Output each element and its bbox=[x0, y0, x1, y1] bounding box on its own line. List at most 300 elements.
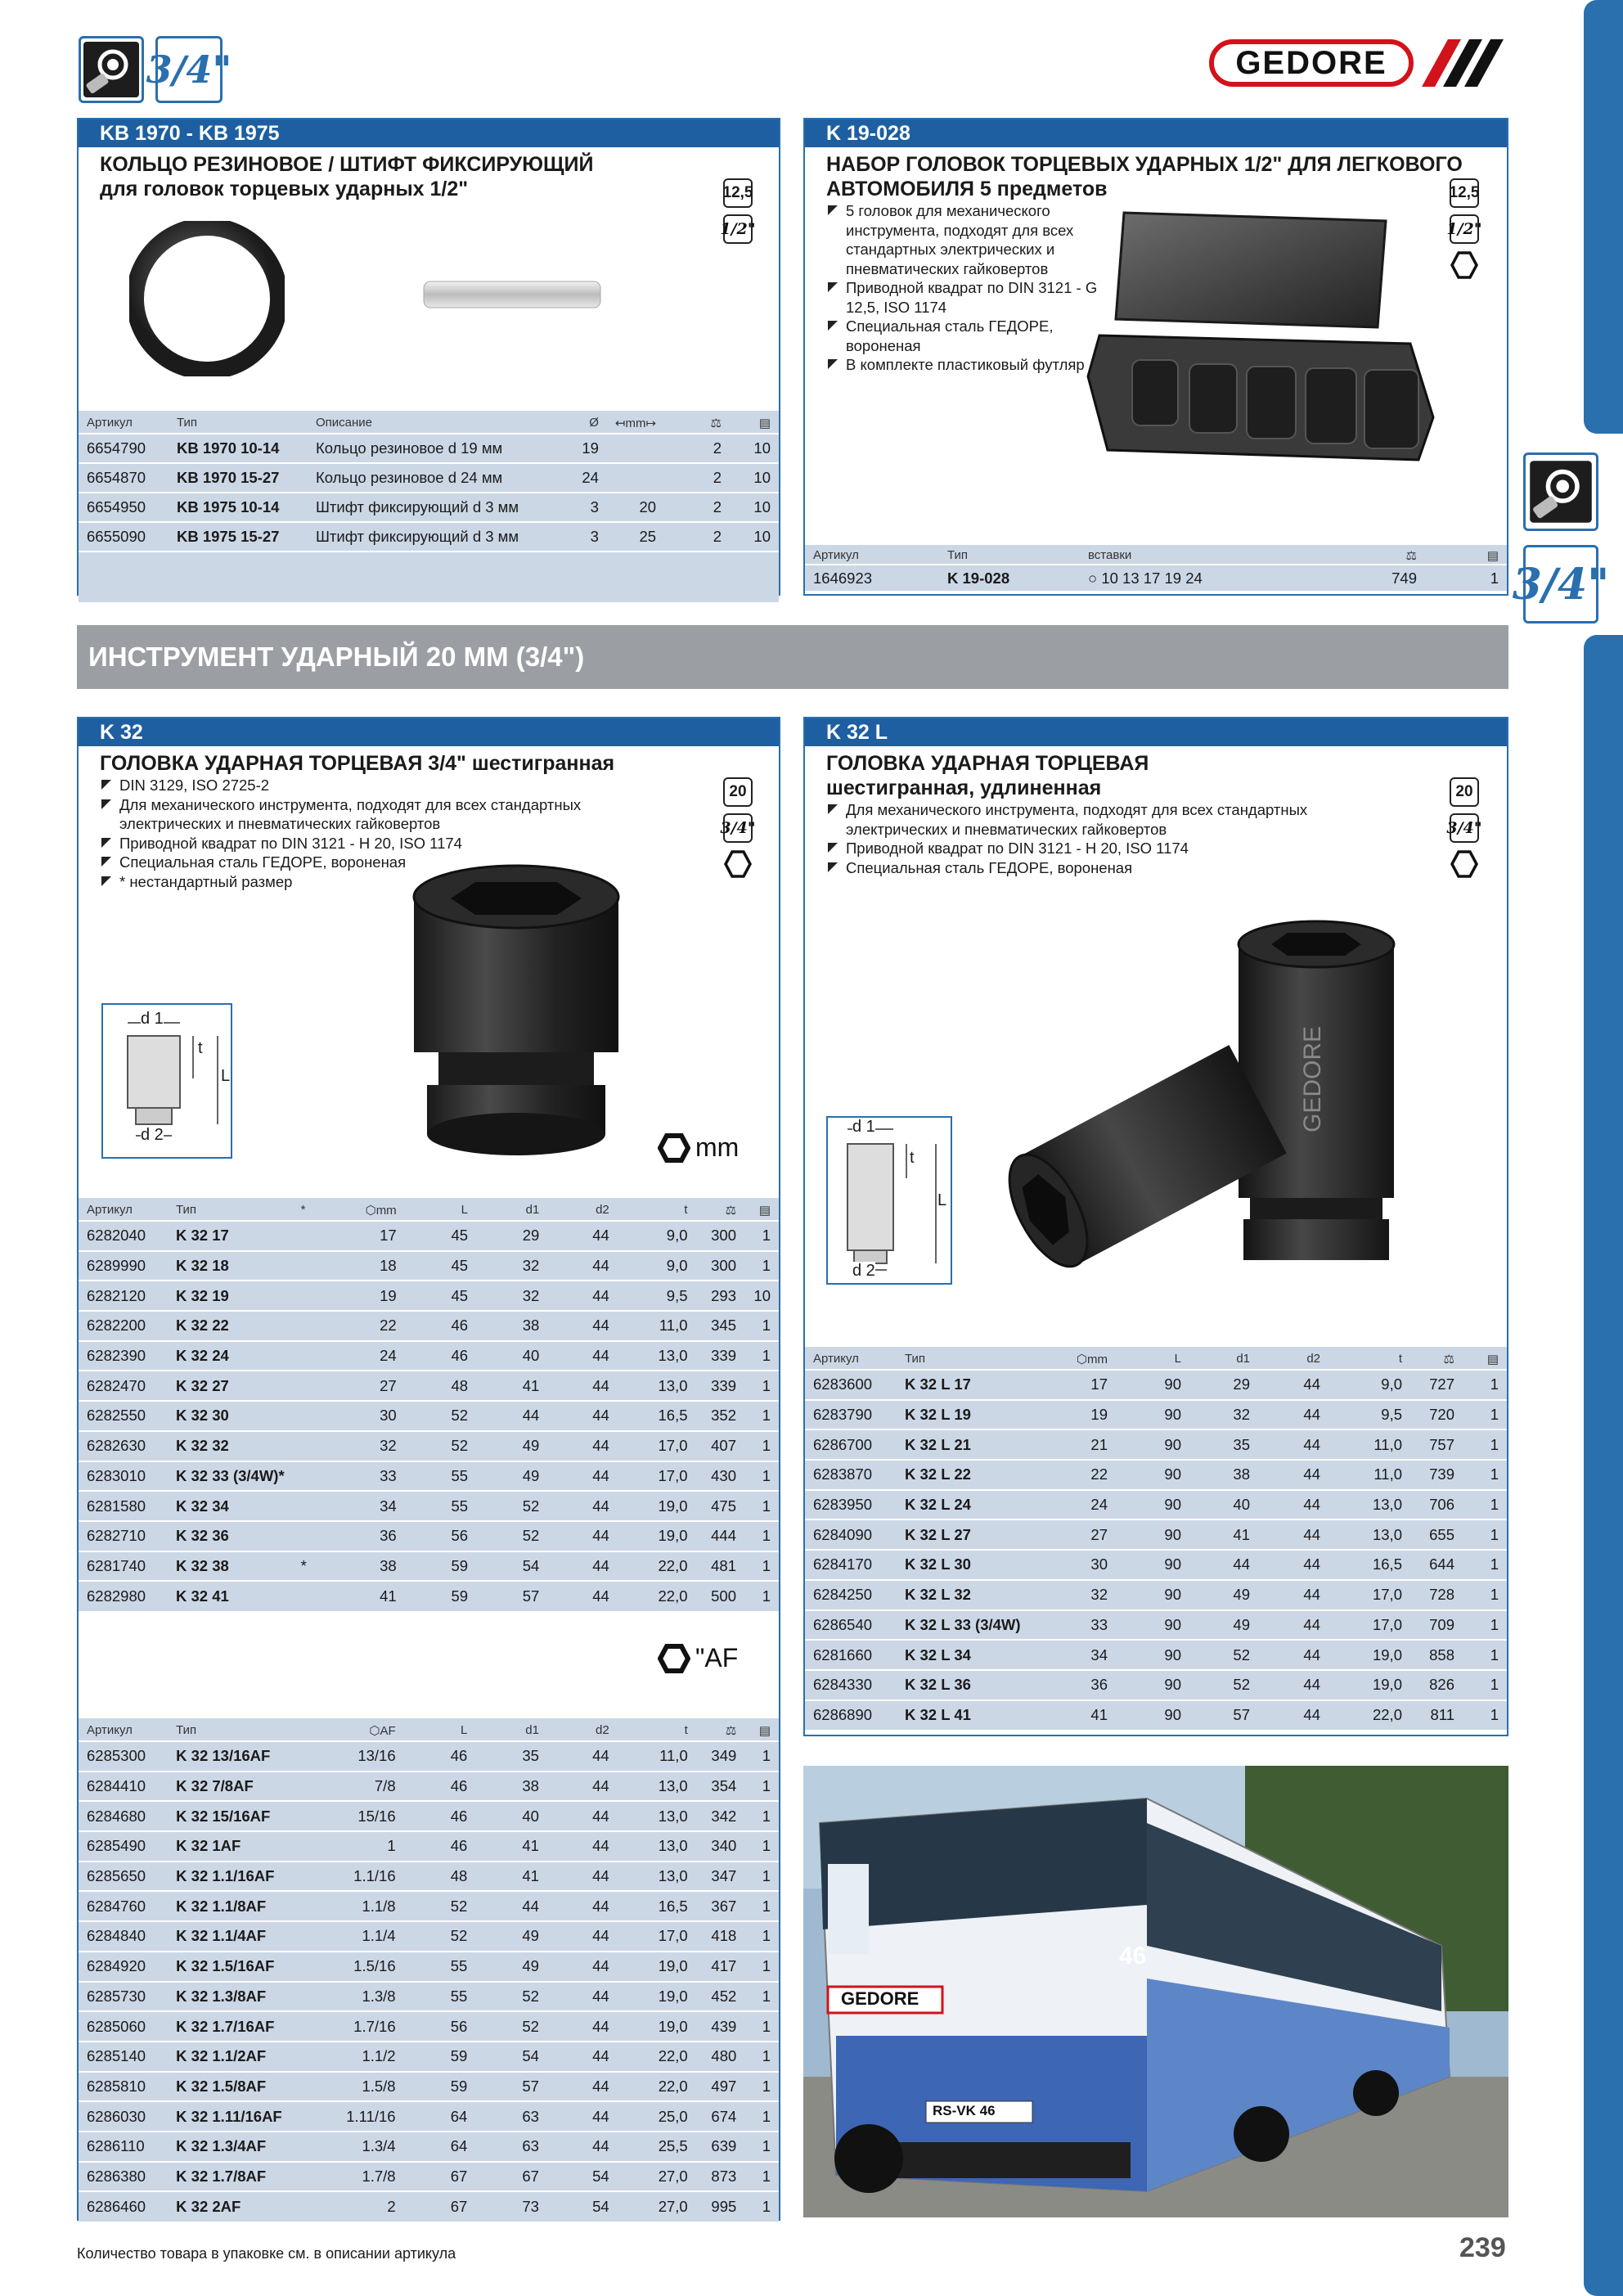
cell: 644 bbox=[1429, 1555, 1454, 1573]
cell: K 32 15/16AF bbox=[176, 1807, 271, 1825]
cell bbox=[321, 2011, 338, 2042]
cell: 49 bbox=[522, 1957, 539, 1975]
cell: K 32 L 24 bbox=[905, 1496, 971, 1514]
cell: 44 bbox=[1303, 1496, 1320, 1514]
cell: 13/16 bbox=[357, 1747, 396, 1765]
cell: K 32 34 bbox=[176, 1497, 229, 1515]
cell bbox=[321, 2042, 338, 2072]
cell: 44 bbox=[592, 1987, 609, 2005]
cell: 6282200 bbox=[87, 1317, 146, 1335]
cell: 44 bbox=[592, 1257, 609, 1275]
bullet: Для механического инструмента, подходят для всех стандартных электрических и пневматических гайковертов bbox=[101, 795, 602, 834]
cell: 25 bbox=[639, 528, 657, 545]
col-type: Тип bbox=[176, 1203, 197, 1217]
cell: 41 bbox=[522, 1867, 539, 1885]
dimension-diagram bbox=[101, 1003, 232, 1159]
cell: 444 bbox=[711, 1527, 737, 1545]
cell: K 32 1.7/8AF bbox=[176, 2167, 267, 2185]
cell: 38 bbox=[1233, 1465, 1250, 1483]
cell: 1 bbox=[1490, 1525, 1499, 1543]
col-l: L bbox=[1174, 1352, 1181, 1366]
cell: K 32 L 34 bbox=[905, 1645, 971, 1663]
cell: 55 bbox=[450, 1957, 468, 1975]
col-d1: d1 bbox=[1236, 1352, 1250, 1366]
cell: 52 bbox=[1233, 1645, 1250, 1663]
cell: 6284090 bbox=[813, 1525, 873, 1543]
cell: 19 bbox=[380, 1286, 397, 1304]
cell: 1 bbox=[762, 1497, 771, 1515]
cell: 1 bbox=[762, 1587, 771, 1605]
square-badge: 3/4" bbox=[723, 813, 753, 843]
cell: 46 bbox=[450, 1747, 468, 1765]
dim-t-label: t bbox=[910, 1149, 915, 1167]
table-row bbox=[805, 1610, 1507, 1641]
cell: 19,0 bbox=[1372, 1676, 1402, 1694]
cell: 90 bbox=[1164, 1375, 1181, 1393]
cell: 30 bbox=[1090, 1555, 1108, 1573]
cell bbox=[293, 1311, 325, 1341]
cell: 20 bbox=[639, 498, 657, 515]
cell: K 32 1.3/4AF bbox=[176, 2137, 267, 2155]
hexagon-icon bbox=[658, 1133, 690, 1163]
cell: 90 bbox=[1164, 1676, 1181, 1694]
cell: 6282390 bbox=[87, 1347, 146, 1365]
socket-brand-engraving: GEDORE bbox=[1299, 1025, 1326, 1132]
cell: K 32 1.1/16AF bbox=[176, 1867, 275, 1885]
gedore-logo: GEDORE bbox=[1209, 39, 1414, 87]
cell: K 32 L 41 bbox=[905, 1706, 971, 1724]
cell: 19,0 bbox=[658, 1497, 688, 1515]
cell: 6282470 bbox=[87, 1376, 146, 1394]
cell: 6289990 bbox=[87, 1257, 146, 1275]
sidebar-tab-top bbox=[1584, 0, 1623, 434]
cell: 418 bbox=[711, 1927, 737, 1945]
k32-title-bold: ГОЛОВКА УДАРНАЯ ТОРЦЕВАЯ 3/4" bbox=[100, 752, 466, 775]
cell: 29 bbox=[1233, 1375, 1250, 1393]
cell: 41 bbox=[1233, 1525, 1250, 1543]
cell: 44 bbox=[592, 1286, 609, 1304]
drive-size-icon: 3/4" bbox=[155, 36, 223, 103]
cell: 500 bbox=[711, 1587, 737, 1605]
cell: 340 bbox=[711, 1837, 737, 1855]
col-size-af-label: AF bbox=[380, 1723, 396, 1738]
cell: 44 bbox=[592, 1867, 609, 1885]
cell: 27 bbox=[1090, 1525, 1108, 1543]
cell: 46 bbox=[451, 1317, 469, 1335]
cell bbox=[321, 2101, 338, 2132]
cell: 46 bbox=[450, 1837, 468, 1855]
dimension-diagram bbox=[826, 1116, 952, 1285]
box-icon: ▤ bbox=[758, 416, 771, 430]
cell: 6285650 bbox=[87, 1867, 146, 1885]
cell bbox=[321, 1741, 338, 1772]
cell: 44 bbox=[1233, 1555, 1250, 1573]
cell: 13,0 bbox=[658, 1807, 688, 1825]
cell: 655 bbox=[1429, 1525, 1454, 1543]
cell bbox=[321, 1891, 338, 1921]
bullet: Приводной квадрат по DIN 3121 - H 20, ISO 1174 bbox=[101, 834, 602, 853]
cell: 811 bbox=[1430, 1706, 1454, 1724]
cell: 25,5 bbox=[658, 2137, 688, 2155]
impact-socket-image bbox=[406, 864, 627, 1159]
cell: 995 bbox=[711, 2198, 737, 2216]
cell: K 32 1.1/4AF bbox=[176, 1927, 267, 1945]
cell: 54 bbox=[592, 2167, 609, 2185]
cell: 45 bbox=[451, 1227, 469, 1245]
cell: KB 1975 10-14 bbox=[176, 498, 280, 515]
cell bbox=[293, 1341, 325, 1371]
k32l-title bbox=[805, 746, 1507, 800]
cell: K 32 1.1/2AF bbox=[176, 2047, 267, 2065]
cell: 10 bbox=[753, 1286, 771, 1304]
dim-d1-label: d 1 bbox=[141, 1010, 164, 1028]
box-icon: ▤ bbox=[758, 1723, 771, 1738]
k32-code-header: K 32 bbox=[79, 718, 779, 746]
cell: K 32 22 bbox=[176, 1317, 229, 1335]
col-d2: d2 bbox=[1306, 1352, 1320, 1366]
col-article: Артикул bbox=[813, 1352, 859, 1366]
cell: 439 bbox=[711, 2017, 737, 2035]
cell: 9,0 bbox=[1381, 1375, 1402, 1393]
kb-title-line1: КОЛЬЦО РЕЗИНОВОЕ / ШТИФТ ФИКСИРУЮЩИЙ bbox=[100, 153, 594, 176]
sidebar-tab-bottom bbox=[1584, 635, 1623, 2296]
cell: 19,0 bbox=[658, 2017, 688, 2035]
cell: 6286460 bbox=[87, 2198, 146, 2216]
table-row bbox=[79, 1551, 779, 1582]
cell: 1 bbox=[762, 1317, 771, 1335]
table-row bbox=[79, 1521, 779, 1551]
table-row bbox=[79, 463, 779, 493]
cell: 90 bbox=[1164, 1435, 1181, 1453]
col-t: t bbox=[684, 1723, 688, 1737]
cell: 6285300 bbox=[87, 1747, 146, 1765]
cell: 67 bbox=[450, 2198, 468, 2216]
cell: 44 bbox=[592, 1407, 609, 1425]
cell: 2 bbox=[713, 439, 722, 457]
bullet: Для механического инструмента, подходят для всех стандартных электрических и пневматических гайковертов bbox=[828, 800, 1329, 839]
mm-label bbox=[658, 1132, 739, 1163]
cell: 9,5 bbox=[666, 1286, 688, 1304]
cell: 6284680 bbox=[87, 1807, 146, 1825]
cell: 6282980 bbox=[87, 1587, 146, 1605]
cell: K 32 1.11/16AF bbox=[176, 2107, 282, 2125]
cell: K 32 L 21 bbox=[905, 1435, 971, 1453]
cell: 56 bbox=[451, 1527, 469, 1545]
cell: 720 bbox=[1429, 1406, 1454, 1424]
cell: 59 bbox=[450, 2077, 468, 2095]
cell: 475 bbox=[711, 1497, 737, 1515]
cell: 1 bbox=[1490, 1375, 1499, 1393]
cell: K 32 19 bbox=[176, 1286, 229, 1304]
table-row bbox=[79, 1491, 779, 1521]
cell: 49 bbox=[522, 1466, 540, 1484]
cell: 18 bbox=[380, 1257, 397, 1275]
drive-badge: 12,5 bbox=[1450, 178, 1479, 208]
cell: 1 bbox=[762, 1987, 771, 2005]
dim-d1-label: d 1 bbox=[852, 1118, 875, 1136]
drive-badge: 20 bbox=[723, 777, 753, 807]
cell: 32 bbox=[522, 1286, 540, 1304]
cell: 52 bbox=[450, 1927, 468, 1945]
cell: 1.7/8 bbox=[362, 2167, 396, 2185]
cell: 6282040 bbox=[87, 1227, 146, 1245]
cell: Кольцо резиновое d 24 мм bbox=[315, 469, 503, 486]
box-icon: ▤ bbox=[758, 1203, 771, 1218]
kb-panel bbox=[77, 118, 780, 596]
table-row bbox=[79, 2101, 779, 2132]
col-diameter: Ø bbox=[589, 416, 599, 430]
cell: 6655090 bbox=[87, 528, 146, 545]
cell: 44 bbox=[592, 1527, 609, 1545]
cell: 6282710 bbox=[87, 1527, 146, 1545]
col-t: t bbox=[684, 1203, 688, 1217]
cell: 19,0 bbox=[658, 1987, 688, 2005]
cell: 6284170 bbox=[813, 1555, 873, 1573]
cell: 11,0 bbox=[1373, 1465, 1402, 1483]
cell: 44 bbox=[592, 1957, 609, 1975]
cell: 44 bbox=[592, 1227, 609, 1245]
cell: K 32 1AF bbox=[176, 1837, 241, 1855]
cell: 6281580 bbox=[87, 1497, 146, 1515]
cell bbox=[321, 1831, 338, 1862]
cell: Кольцо резиновое d 19 мм bbox=[315, 439, 503, 457]
cell: K 32 L 17 bbox=[905, 1375, 971, 1393]
cell bbox=[321, 2132, 338, 2162]
gedore-logo-stripes bbox=[1415, 39, 1505, 87]
table-row bbox=[79, 1831, 779, 1862]
table-row bbox=[79, 1891, 779, 1921]
cell: 46 bbox=[450, 1777, 468, 1795]
cell: 1 bbox=[762, 2017, 771, 2035]
table-row bbox=[79, 1431, 779, 1461]
cell: 342 bbox=[711, 1807, 737, 1825]
cell: 6282550 bbox=[87, 1407, 146, 1425]
cell: 739 bbox=[1429, 1465, 1454, 1483]
weight-icon: ⚖ bbox=[725, 1203, 737, 1218]
cell: 1 bbox=[762, 1257, 771, 1275]
table-row bbox=[79, 1461, 779, 1492]
cell: K 32 L 36 bbox=[905, 1676, 971, 1694]
cell: 352 bbox=[711, 1407, 737, 1425]
cell: 2 bbox=[713, 469, 722, 486]
cell: 44 bbox=[1303, 1615, 1320, 1633]
cell: 25,0 bbox=[658, 2107, 688, 2125]
col-nonstandard: * bbox=[300, 1203, 306, 1217]
cell: 6654870 bbox=[87, 469, 146, 486]
cell: 45 bbox=[451, 1257, 469, 1275]
table-row bbox=[805, 1550, 1507, 1580]
cell: 55 bbox=[450, 1987, 468, 2005]
cell: 55 bbox=[451, 1466, 469, 1484]
cell: 46 bbox=[451, 1347, 469, 1365]
table-row-filler bbox=[79, 551, 779, 602]
cell: 30 bbox=[380, 1407, 397, 1425]
cell: 6284840 bbox=[87, 1927, 146, 1945]
table-row bbox=[805, 1490, 1507, 1520]
table-row bbox=[79, 1982, 779, 2012]
square-badge: 3/4" bbox=[1450, 813, 1479, 843]
k32l-table bbox=[805, 1347, 1507, 1730]
cell: 24 bbox=[1090, 1496, 1108, 1514]
cell: 44 bbox=[592, 1437, 609, 1455]
cell bbox=[293, 1461, 325, 1492]
table-row bbox=[79, 1371, 779, 1401]
drive-badge: 12,5 bbox=[723, 178, 753, 208]
cell: 13,0 bbox=[658, 1777, 688, 1795]
square-badge: 1/2" bbox=[723, 214, 753, 244]
cell: 22,0 bbox=[658, 2047, 688, 2065]
bullet: Приводной квадрат по DIN 3121 - G 12,5, ISO 1174 bbox=[828, 278, 1108, 317]
cell: 1 bbox=[1490, 1676, 1499, 1694]
cell: 32 bbox=[522, 1257, 540, 1275]
cell: 354 bbox=[711, 1777, 737, 1795]
cell: K 32 1.3/8AF bbox=[176, 1987, 267, 2005]
cell: 32 bbox=[1090, 1586, 1108, 1604]
col-type: Тип bbox=[176, 416, 197, 430]
k32l-title-line2: шестигранная, удлиненная bbox=[826, 777, 1102, 799]
cell: 407 bbox=[711, 1437, 737, 1455]
table-row bbox=[79, 2162, 779, 2192]
bus-license-plate: RS-VK 46 bbox=[933, 2103, 996, 2118]
k32-mm-table bbox=[79, 1198, 779, 1611]
cell: 1.1/2 bbox=[362, 2047, 396, 2065]
table-row bbox=[79, 2072, 779, 2102]
cell: 27,0 bbox=[658, 2198, 688, 2216]
cell: 1.1/8 bbox=[362, 1897, 396, 1915]
cell: 44 bbox=[1303, 1645, 1320, 1663]
table-row bbox=[805, 1700, 1507, 1731]
cell: K 32 L 22 bbox=[905, 1465, 971, 1483]
k32l-bullets bbox=[805, 800, 1329, 877]
cell bbox=[321, 2072, 338, 2102]
table-row bbox=[79, 522, 779, 551]
cell: K 32 L 32 bbox=[905, 1586, 971, 1604]
cell: K 32 L 33 (3/4W) bbox=[905, 1615, 1021, 1633]
cell: 44 bbox=[592, 1807, 609, 1825]
cell: 6286110 bbox=[87, 2137, 145, 2155]
cell: K 32 L 19 bbox=[905, 1406, 971, 1424]
table-row bbox=[79, 1772, 779, 1802]
cell: 6285490 bbox=[87, 1837, 146, 1855]
cell: 3 bbox=[590, 528, 599, 545]
cell: 347 bbox=[711, 1867, 737, 1885]
cell: 1.1/4 bbox=[362, 1927, 396, 1945]
hexagon-icon bbox=[1450, 250, 1479, 280]
weight-icon: ⚖ bbox=[725, 1723, 737, 1738]
cell: 674 bbox=[711, 2107, 737, 2125]
cell: 44 bbox=[1303, 1586, 1320, 1604]
cell: 49 bbox=[522, 1437, 540, 1455]
cell: 1 bbox=[762, 1227, 771, 1245]
cell: 54 bbox=[522, 2047, 539, 2065]
cell: 749 bbox=[1391, 569, 1417, 587]
cell: 7/8 bbox=[374, 1777, 396, 1795]
k32-panel bbox=[77, 717, 780, 2221]
cell: 44 bbox=[1303, 1465, 1320, 1483]
col-article: Артикул bbox=[87, 1723, 133, 1737]
table-row bbox=[805, 1400, 1507, 1430]
cell: 1 bbox=[1490, 1586, 1499, 1604]
cell: 6285060 bbox=[87, 2017, 146, 2035]
cell: 22,0 bbox=[658, 1556, 688, 1574]
cell: 1 bbox=[1490, 1555, 1499, 1573]
cell: 2 bbox=[387, 2198, 396, 2216]
cell: 709 bbox=[1429, 1615, 1454, 1633]
table-row bbox=[805, 1370, 1507, 1400]
cell: 36 bbox=[380, 1527, 397, 1545]
col-d2: d2 bbox=[596, 1203, 609, 1217]
table-row bbox=[79, 434, 779, 463]
cell: 44 bbox=[1303, 1525, 1320, 1543]
cell: 48 bbox=[451, 1376, 469, 1394]
table-row bbox=[79, 1311, 779, 1341]
cell bbox=[321, 2162, 338, 2192]
cell: K 32 41 bbox=[176, 1587, 229, 1605]
cell: 57 bbox=[522, 1587, 540, 1605]
cell: 9,0 bbox=[666, 1257, 688, 1275]
cell: 349 bbox=[711, 1747, 737, 1765]
table-row bbox=[79, 1952, 779, 1982]
cell: 6281740 bbox=[87, 1556, 146, 1574]
table-row bbox=[805, 1640, 1507, 1670]
cell: 52 bbox=[522, 1527, 540, 1545]
cell: 44 bbox=[592, 1837, 609, 1855]
cell: 45 bbox=[451, 1286, 469, 1304]
table-row bbox=[79, 1401, 779, 1431]
cell: 19 bbox=[1090, 1406, 1108, 1424]
cell: 1 bbox=[762, 1556, 771, 1574]
cell: 41 bbox=[380, 1587, 397, 1605]
cell: 1 bbox=[762, 1527, 771, 1545]
cell: 90 bbox=[1164, 1406, 1181, 1424]
cell bbox=[321, 1921, 338, 1952]
cell: 90 bbox=[1164, 1555, 1181, 1573]
rubber-ring-image bbox=[129, 221, 285, 376]
cell: 32 bbox=[1233, 1406, 1250, 1424]
col-l: L bbox=[460, 1723, 468, 1737]
col-d1: d1 bbox=[525, 1203, 540, 1217]
cell: 6282120 bbox=[87, 1286, 146, 1304]
cell: 57 bbox=[522, 2077, 539, 2095]
k19-bullets bbox=[805, 201, 1108, 375]
cell: 52 bbox=[522, 2017, 539, 2035]
cell: 706 bbox=[1429, 1496, 1454, 1514]
cell: 40 bbox=[522, 1807, 539, 1825]
table-row bbox=[79, 1251, 779, 1281]
cell: K 32 24 bbox=[176, 1347, 229, 1365]
cell: 2 bbox=[713, 498, 722, 515]
cell: 56 bbox=[450, 2017, 468, 2035]
mm-label-text: mm bbox=[695, 1132, 740, 1162]
cell bbox=[293, 1431, 325, 1461]
cell: 6285140 bbox=[87, 2047, 146, 2065]
cell: 1 bbox=[762, 1837, 771, 1855]
cell: K 32 1.5/8AF bbox=[176, 2077, 267, 2095]
cell: 339 bbox=[711, 1376, 737, 1394]
cell: 1 bbox=[1490, 569, 1499, 587]
cell: KB 1970 10-14 bbox=[176, 439, 280, 457]
table-row bbox=[79, 1921, 779, 1952]
cell: 44 bbox=[592, 2077, 609, 2095]
cell: 6285730 bbox=[87, 1987, 146, 2005]
cell: 17,0 bbox=[658, 1466, 688, 1484]
cell: 728 bbox=[1429, 1586, 1454, 1604]
cell-inserts bbox=[1080, 565, 1325, 591]
hexagon-icon: ⬡ bbox=[365, 1203, 376, 1218]
cell: 345 bbox=[711, 1317, 737, 1335]
cell: 1.11/16 bbox=[346, 2107, 396, 2125]
cell: 13,0 bbox=[658, 1837, 688, 1855]
